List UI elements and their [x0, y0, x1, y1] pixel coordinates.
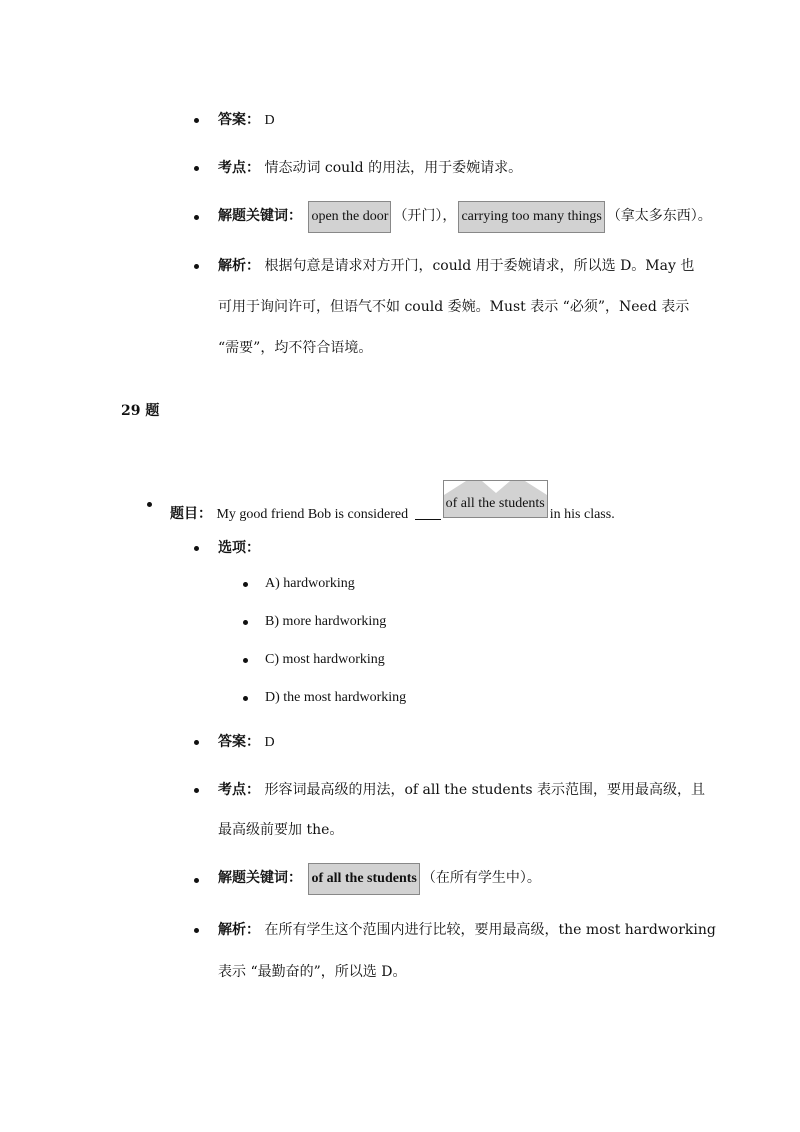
point-line [218, 158, 522, 178]
bullet [194, 546, 199, 551]
bullet [194, 166, 199, 171]
point-text: 最高级前要加 the。 [218, 822, 344, 838]
answer-value: D [264, 735, 275, 750]
highlight-text: of all the students [445, 496, 545, 511]
option-b: B) more hardworking [265, 614, 387, 629]
bullet [194, 264, 199, 269]
bullet [194, 215, 199, 220]
answer-label: 答案 [218, 112, 246, 128]
option-d: D) the most hardworking [265, 690, 407, 705]
bullet [243, 620, 248, 625]
point-label: 考点 [218, 782, 246, 798]
options-label: 选项 [218, 540, 246, 556]
bullet [243, 658, 248, 663]
option-a: A) hardworking [265, 576, 355, 591]
answer-value: D [264, 113, 275, 128]
point-text: 形容词最高级的用法，of all the students 表示范围，要用最高级，且 [264, 782, 705, 798]
separator: ： [246, 922, 260, 938]
keyword-highlight: carrying too many things [458, 201, 604, 233]
separator: ： [246, 540, 260, 556]
separator: ： [246, 112, 260, 128]
bullet [194, 118, 199, 123]
separator: ： [246, 734, 260, 750]
separator: ： [246, 258, 260, 274]
keyword-highlight: of all the students [308, 863, 419, 895]
analysis-label: 解析 [218, 258, 246, 274]
highlight-decoration [482, 481, 510, 493]
answer-line [218, 110, 275, 131]
analysis-label: 解析 [218, 922, 246, 938]
separator: ： [288, 870, 302, 886]
question-text-post: in his class. [549, 507, 615, 522]
analysis-line [218, 920, 716, 940]
bullet [243, 696, 248, 701]
keyword-note: （在所有学生中）。 [421, 870, 541, 886]
keyword-note: （拿太多东西）。 [606, 208, 712, 224]
question-label: 题目 [170, 506, 198, 522]
answer-blank [415, 519, 441, 520]
question-line [170, 480, 615, 537]
answer-label: 答案 [218, 734, 246, 750]
analysis-text: 在所有学生这个范围内进行比较，要用最高级，the most hardworking [264, 922, 716, 938]
answer-line [218, 732, 275, 753]
bullet [147, 502, 152, 507]
highlight-decoration [525, 481, 547, 495]
keywords-label: 解题关键词 [218, 208, 288, 224]
question-heading: 29 题 [121, 403, 160, 419]
bullet [194, 788, 199, 793]
keyword-note: （开门）， [393, 208, 457, 224]
options-line [218, 538, 260, 558]
bullet [194, 928, 199, 933]
option-c: C) most hardworking [265, 652, 385, 667]
highlight-decoration [444, 481, 466, 495]
analysis-line [218, 256, 694, 276]
separator: ： [246, 160, 260, 176]
keywords-line [218, 856, 541, 900]
question-highlight [443, 480, 548, 518]
separator: ： [246, 782, 260, 798]
separator: ： [288, 208, 302, 224]
analysis-text: “需要”，均不符合语境。 [218, 340, 373, 356]
analysis-text: 根据句意是请求对方开门，could 用于委婉请求，所以选 D。May 也 [264, 258, 695, 274]
keyword-highlight: open the door [308, 201, 391, 233]
keywords-line [218, 194, 712, 238]
question-text-pre: My good friend Bob is considered [216, 507, 409, 522]
point-label: 考点 [218, 160, 246, 176]
point-line [218, 780, 705, 800]
point-text: 情态动词 could 的用法，用于委婉请求。 [264, 160, 523, 176]
separator: ： [198, 506, 212, 522]
analysis-text: 可用于询问许可，但语气不如 could 委婉。Must 表示 “必须”，Need 表示 [218, 299, 690, 315]
analysis-text: 表示 “最勤奋的”，所以选 D。 [218, 964, 407, 980]
bullet [194, 740, 199, 745]
keywords-label: 解题关键词 [218, 870, 288, 886]
bullet [243, 582, 248, 587]
bullet [194, 878, 199, 883]
